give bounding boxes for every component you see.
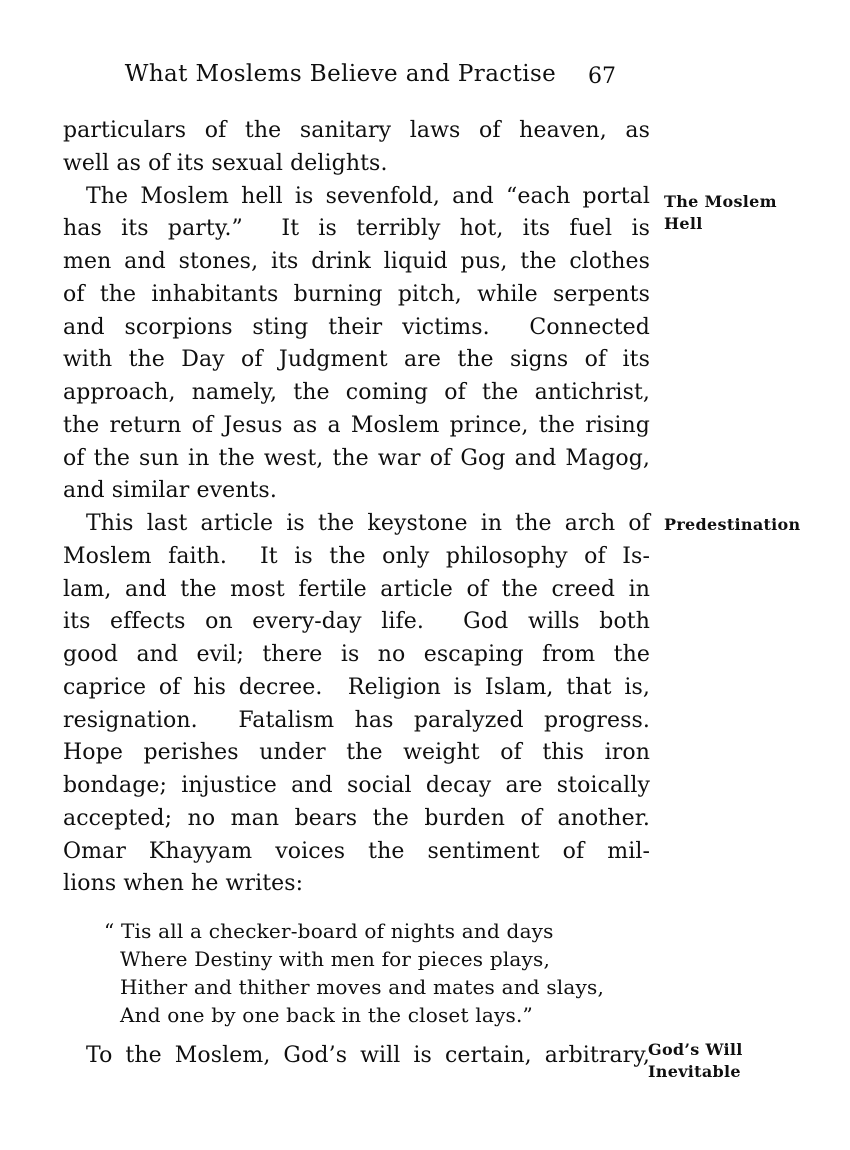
body-text-line: of the sun in the west, the war of Gog and Magog, [63, 445, 650, 471]
poem-line: Hither and thither moves and mates and slays, [120, 975, 605, 999]
body-text-line: approach, namely, the coming of the antichrist, [63, 380, 650, 405]
margin-note-line: The Moslem [664, 192, 777, 211]
body-text-line: The Moslem hell is sevenfold, and “each portal [86, 183, 650, 209]
margin-note-line: Hell [664, 214, 703, 233]
poem-line: “ Tis all a checker-board of nights and days [104, 919, 554, 943]
margin-note-line: God’s Will [648, 1040, 743, 1059]
poem-line: Where Destiny with men for pieces plays, [120, 947, 551, 971]
body-text-line: of the inhabitants burning pitch, while serpents [63, 281, 650, 307]
margin-note-line: Inevitable [648, 1062, 741, 1081]
body-text-line: Moslem faith. It is the only philosophy of Is- [63, 543, 650, 569]
margin-note-line: Predestination [664, 515, 801, 534]
page-number: 67 [588, 64, 616, 89]
running-head [63, 61, 650, 95]
body-text-line: good and evil; there is no escaping from the [63, 642, 650, 667]
body-text [63, 115, 650, 1073]
body-text-line: the return of Jesus as a Moslem prince, the rising [63, 412, 650, 438]
margin-note-gods-will [648, 1039, 743, 1083]
page-title: What Moslems Believe and Practise [124, 61, 557, 87]
closing-text-line: To the Moslem, God’s will is certain, arbitrary, [86, 1043, 650, 1068]
body-text-line: men and stones, its drink liquid pus, the clothes [63, 249, 650, 274]
body-text-line: and scorpions sting their victims. Connected [63, 314, 650, 340]
closing-paragraph [63, 1040, 650, 1073]
body-text-line: and similar events. [63, 478, 277, 504]
margin-note-moslem-hell [664, 191, 777, 235]
body-text-line: lam, and the most fertile article of the creed in [63, 576, 650, 602]
body-text-line: caprice of his decree. Religion is Islam, that is, [63, 674, 650, 700]
body-text-line: resignation. Fatalism has paralyzed progress. [63, 707, 650, 733]
body-text-line: has its party.” It is terribly hot, its fuel is [63, 216, 650, 242]
body-text-line: well as of its sexual delights. [63, 150, 388, 176]
body-text-line: lions when he writes: [63, 871, 304, 897]
body-text-line: Hope perishes under the weight of this iron [63, 740, 650, 766]
body-text-line: Omar Khayyam voices the sentiment of mil- [63, 838, 650, 864]
margin-note-predestination [664, 514, 800, 536]
body-text-line: This last article is the keystone in the arch of [86, 511, 650, 536]
body-paragraphs [63, 115, 650, 901]
body-text-line: accepted; no man bears the burden of another. [63, 805, 650, 831]
body-text-line: its effects on every-day life. God wills both [63, 609, 650, 635]
body-text-line: bondage; injustice and social decay are stoically [63, 773, 650, 798]
poem-line: And one by one back in the closet lays.” [120, 1003, 533, 1027]
body-text-line: with the Day of Judgment are the signs of its [63, 347, 650, 373]
body-text-line: particulars of the sanitary laws of heaven, as [63, 118, 650, 143]
poem-quote [104, 917, 650, 1029]
